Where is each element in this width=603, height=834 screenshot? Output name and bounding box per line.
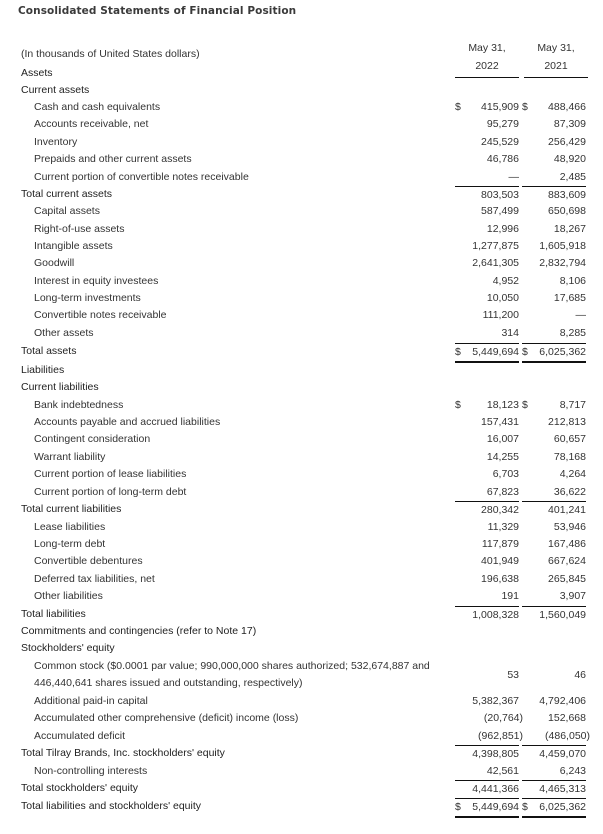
amount: 6,703 xyxy=(492,468,519,480)
value-2022 xyxy=(455,501,519,519)
row-label: Total Tilray Brands, Inc. stockholders' equity xyxy=(21,747,225,759)
value-2021 xyxy=(522,484,586,501)
row-label: Common stock ($0.0001 par value; 990,000,000 shares authorized; 532,674,887 and 446,440,641 shares issued and outstanding, respectively) xyxy=(34,660,430,689)
currency-symbol: $ xyxy=(522,801,528,813)
value-2021 xyxy=(522,397,586,414)
value-2022 xyxy=(455,238,519,255)
row-label: Additional paid-in capital xyxy=(34,695,148,707)
value-2022 xyxy=(455,325,519,342)
value-2021 xyxy=(522,536,586,553)
amount: 117,879 xyxy=(481,538,519,550)
amount: 36,622 xyxy=(553,486,586,498)
total-row xyxy=(0,780,603,797)
row-label: Cash and cash equivalents xyxy=(34,101,161,113)
table-row xyxy=(0,325,603,342)
row-label: Warrant liability xyxy=(34,451,106,463)
value-2022 xyxy=(455,431,519,448)
value-2022 xyxy=(455,693,519,710)
amount: 5,449,694 xyxy=(472,801,519,813)
row-label: Total stockholders' equity xyxy=(21,782,138,794)
section-header-row xyxy=(0,379,603,396)
row-label: Inventory xyxy=(34,136,78,148)
value-2021 xyxy=(522,780,586,798)
table-row xyxy=(0,763,603,780)
value-2022 xyxy=(455,606,519,624)
amount: 16,007 xyxy=(486,433,519,445)
amount: 53 xyxy=(507,669,519,681)
value-2021 xyxy=(522,290,586,307)
value-2022 xyxy=(455,519,519,536)
value-2022 xyxy=(455,449,519,466)
row-label: Intangible assets xyxy=(34,240,113,252)
amount: 4,459,070 xyxy=(539,748,586,760)
value-2021 xyxy=(522,501,586,519)
amount: 60,657 xyxy=(553,433,586,445)
value-2022 xyxy=(455,186,519,204)
value-2022 xyxy=(455,307,519,324)
amount: 280,342 xyxy=(481,504,519,516)
amount: 401,241 xyxy=(548,504,586,516)
row-label: Current portion of convertible notes receivable xyxy=(34,171,249,183)
value-2022 xyxy=(455,710,523,727)
value-2022 xyxy=(455,553,519,570)
table-row xyxy=(0,116,603,133)
value-2021 xyxy=(522,553,586,570)
value-2021 xyxy=(522,431,586,448)
amount: 17,685 xyxy=(553,292,586,304)
total-row xyxy=(0,606,603,623)
currency-symbol: $ xyxy=(522,399,528,411)
amount: 6,025,362 xyxy=(539,346,586,358)
amount: 4,441,366 xyxy=(472,783,519,795)
amount: 4,264 xyxy=(559,468,586,480)
table-row xyxy=(0,307,603,324)
currency-symbol: $ xyxy=(455,801,461,813)
table-row xyxy=(0,449,603,466)
row-label: Long-term debt xyxy=(34,538,106,550)
amount: 488,466 xyxy=(548,101,586,113)
row-label: Convertible debentures xyxy=(34,555,143,567)
value-2022 xyxy=(455,273,519,290)
table-row xyxy=(0,658,603,692)
column-header-line2: 2021 xyxy=(544,60,568,72)
row-label: Capital assets xyxy=(34,205,100,217)
row-label: Accounts receivable, net xyxy=(34,118,149,130)
section-header-row xyxy=(0,623,603,640)
table-row xyxy=(0,571,603,588)
value-2022 xyxy=(455,397,519,414)
value-2021 xyxy=(522,588,586,605)
amount: 2,485 xyxy=(559,171,586,183)
amount: 6,243 xyxy=(559,765,586,777)
table-row xyxy=(0,151,603,168)
value-2022 xyxy=(455,203,519,220)
table-row xyxy=(0,397,603,414)
amount: 48,920 xyxy=(553,153,586,165)
amount: 3,907 xyxy=(559,590,586,602)
value-2022 xyxy=(455,221,519,238)
value-2021 xyxy=(522,238,586,255)
currency-symbol: $ xyxy=(455,101,461,113)
table-row xyxy=(0,466,603,483)
amount: 111,200 xyxy=(482,309,519,321)
table-row xyxy=(0,99,603,116)
units-label: (In thousands of United States dollars) xyxy=(21,48,200,60)
section-header-row xyxy=(0,82,603,99)
amount: 667,624 xyxy=(548,555,586,567)
amount: — xyxy=(508,171,519,183)
value-2022 xyxy=(455,798,519,818)
value-2021 xyxy=(522,763,586,780)
row-label: Contingent consideration xyxy=(34,433,151,445)
column-header-line1: May 31, xyxy=(468,42,506,54)
row-label: Bank indebtedness xyxy=(34,399,124,411)
amount: 196,638 xyxy=(481,573,519,585)
value-2022 xyxy=(455,571,519,588)
table-row xyxy=(0,536,603,553)
section-header-row xyxy=(0,640,603,657)
amount: 152,668 xyxy=(548,712,586,724)
table-row xyxy=(0,221,603,238)
currency-symbol: $ xyxy=(522,346,528,358)
amount: 1,605,918 xyxy=(539,240,586,252)
currency-symbol: $ xyxy=(455,346,461,358)
value-2021 xyxy=(522,710,586,727)
table-row xyxy=(0,238,603,255)
row-label: Commitments and contingencies (refer to Note 17) xyxy=(21,625,257,637)
value-2022 xyxy=(455,466,519,483)
value-2021 xyxy=(522,169,586,186)
table-row xyxy=(0,290,603,307)
amount: 87,309 xyxy=(553,118,586,130)
amount: 10,050 xyxy=(486,292,519,304)
value-2021 xyxy=(522,466,586,483)
amount: 5,449,694 xyxy=(472,346,519,358)
value-2021 xyxy=(522,745,586,763)
amount: 6,025,362 xyxy=(539,801,586,813)
row-label: Total assets xyxy=(21,345,77,357)
value-2021 xyxy=(522,134,586,151)
table-row xyxy=(0,484,603,501)
value-2021 xyxy=(522,693,586,710)
amount: 157,431 xyxy=(481,416,519,428)
column-header-line1: May 31, xyxy=(537,42,575,54)
table-row xyxy=(0,588,603,605)
value-2022 xyxy=(455,536,519,553)
currency-symbol: $ xyxy=(455,399,461,411)
row-label: Other assets xyxy=(34,327,94,339)
value-2021 xyxy=(522,99,586,116)
column-header-line2: 2022 xyxy=(475,60,499,72)
amount: 78,168 xyxy=(553,451,586,463)
value-2021 xyxy=(522,571,586,588)
row-label: Interest in equity investees xyxy=(34,275,159,287)
table-row xyxy=(0,519,603,536)
value-2022 xyxy=(455,99,519,116)
row-label: Accumulated deficit xyxy=(34,730,126,742)
total-row xyxy=(0,501,603,518)
amount: (20,764) xyxy=(483,712,523,724)
value-2022 xyxy=(455,116,519,133)
value-2021 xyxy=(522,728,590,745)
amount: 4,398,805 xyxy=(472,748,519,760)
amount: (486,050) xyxy=(545,730,590,742)
table-row xyxy=(0,134,603,151)
amount: 11,329 xyxy=(487,521,519,533)
page-title: Consolidated Statements of Financial Position xyxy=(18,5,297,17)
amount: 12,996 xyxy=(486,223,519,235)
value-2021 xyxy=(522,343,586,363)
value-2022 xyxy=(455,484,519,501)
value-2022 xyxy=(455,134,519,151)
amount: 167,486 xyxy=(548,538,586,550)
table-row xyxy=(0,255,603,272)
value-2022 xyxy=(455,728,523,745)
amount: 8,106 xyxy=(559,275,586,287)
table-row xyxy=(0,710,603,727)
value-2022 xyxy=(455,780,519,798)
amount: 245,529 xyxy=(481,136,519,148)
amount: — xyxy=(575,309,586,321)
amount: 4,465,313 xyxy=(539,783,586,795)
amount: 95,279 xyxy=(486,118,519,130)
amount: 2,641,305 xyxy=(472,257,519,269)
total-row xyxy=(0,186,603,203)
row-label: Lease liabilities xyxy=(34,521,106,533)
amount: 4,952 xyxy=(492,275,519,287)
row-label: Accumulated other comprehensive (deficit) income (loss) xyxy=(34,712,299,724)
amount: 883,609 xyxy=(548,189,586,201)
amount: 803,503 xyxy=(481,189,519,201)
table-row xyxy=(0,553,603,570)
row-label: Current portion of lease liabilities xyxy=(34,468,187,480)
row-label: Total liabilities xyxy=(21,608,86,620)
value-2021 xyxy=(522,116,586,133)
value-2021 xyxy=(522,658,586,692)
amount: 42,561 xyxy=(486,765,519,777)
row-label: Stockholders' equity xyxy=(21,642,115,654)
value-2022 xyxy=(455,343,519,363)
value-2021 xyxy=(522,151,586,168)
amount: 46 xyxy=(574,669,586,681)
row-label: Prepaids and other current assets xyxy=(34,153,192,165)
amount: 18,267 xyxy=(553,223,586,235)
table-row xyxy=(0,414,603,431)
row-label: Total current assets xyxy=(21,188,113,200)
row-label: Right-of-use assets xyxy=(34,223,125,235)
value-2022 xyxy=(455,169,519,186)
row-label: Current liabilities xyxy=(21,381,99,393)
table-row xyxy=(0,273,603,290)
amount: (962,851) xyxy=(478,730,523,742)
value-2021 xyxy=(522,414,586,431)
table-row xyxy=(0,693,603,710)
amount: 4,792,406 xyxy=(539,695,586,707)
amount: 265,845 xyxy=(548,573,586,585)
row-label: Other liabilities xyxy=(34,590,103,602)
value-2021 xyxy=(522,307,586,324)
total-row xyxy=(0,343,603,360)
row-label: Goodwill xyxy=(34,257,75,269)
amount: 67,823 xyxy=(486,486,519,498)
amount: 212,813 xyxy=(548,416,586,428)
value-2021 xyxy=(522,221,586,238)
value-2021 xyxy=(522,519,586,536)
row-label: Total current liabilities xyxy=(21,503,122,515)
value-2021 xyxy=(522,798,586,818)
table-row xyxy=(0,169,603,186)
value-2022 xyxy=(455,658,519,692)
amount: 1,277,875 xyxy=(472,240,519,252)
value-2021 xyxy=(522,273,586,290)
table-row xyxy=(0,728,603,745)
value-2022 xyxy=(455,588,519,605)
amount: 1,008,328 xyxy=(472,609,519,621)
table-row xyxy=(0,203,603,220)
amount: 5,382,367 xyxy=(472,695,519,707)
row-label: Assets xyxy=(21,67,53,79)
value-2021 xyxy=(522,255,586,272)
currency-symbol: $ xyxy=(522,101,528,113)
row-label: Accounts payable and accrued liabilities xyxy=(34,416,221,428)
amount: 8,717 xyxy=(559,399,586,411)
value-2022 xyxy=(455,290,519,307)
total-row xyxy=(0,798,603,815)
row-label: Current portion of long-term debt xyxy=(34,486,187,498)
amount: 1,560,049 xyxy=(539,609,586,621)
amount: 14,255 xyxy=(486,451,519,463)
value-2021 xyxy=(522,186,586,204)
row-label: Long-term investments xyxy=(34,292,141,304)
value-2021 xyxy=(522,606,586,624)
value-2021 xyxy=(522,203,586,220)
value-2021 xyxy=(522,449,586,466)
row-label: Non-controlling interests xyxy=(34,765,148,777)
value-2022 xyxy=(455,151,519,168)
amount: 401,949 xyxy=(481,555,519,567)
amount: 256,429 xyxy=(548,136,586,148)
total-row xyxy=(0,745,603,762)
amount: 587,499 xyxy=(481,205,519,217)
row-label: Total liabilities and stockholders' equity xyxy=(21,800,202,812)
row-label: Convertible notes receivable xyxy=(34,309,167,321)
amount: 18,123 xyxy=(486,399,519,411)
row-label: Current assets xyxy=(21,84,90,96)
amount: 53,946 xyxy=(553,521,586,533)
amount: 415,909 xyxy=(481,101,519,113)
amount: 314 xyxy=(501,327,519,339)
row-label: Liabilities xyxy=(21,364,65,376)
value-2022 xyxy=(455,414,519,431)
amount: 2,832,794 xyxy=(539,257,586,269)
table-row xyxy=(0,431,603,448)
value-2022 xyxy=(455,763,519,780)
value-2021 xyxy=(522,325,586,342)
section-header-row xyxy=(0,362,603,379)
amount: 191 xyxy=(501,590,519,602)
amount: 46,786 xyxy=(486,153,519,165)
row-label: Deferred tax liabilities, net xyxy=(34,573,155,585)
value-2022 xyxy=(455,745,519,763)
amount: 8,285 xyxy=(559,327,586,339)
amount: 650,698 xyxy=(548,205,586,217)
value-2022 xyxy=(455,255,519,272)
section-header-row xyxy=(0,65,603,82)
